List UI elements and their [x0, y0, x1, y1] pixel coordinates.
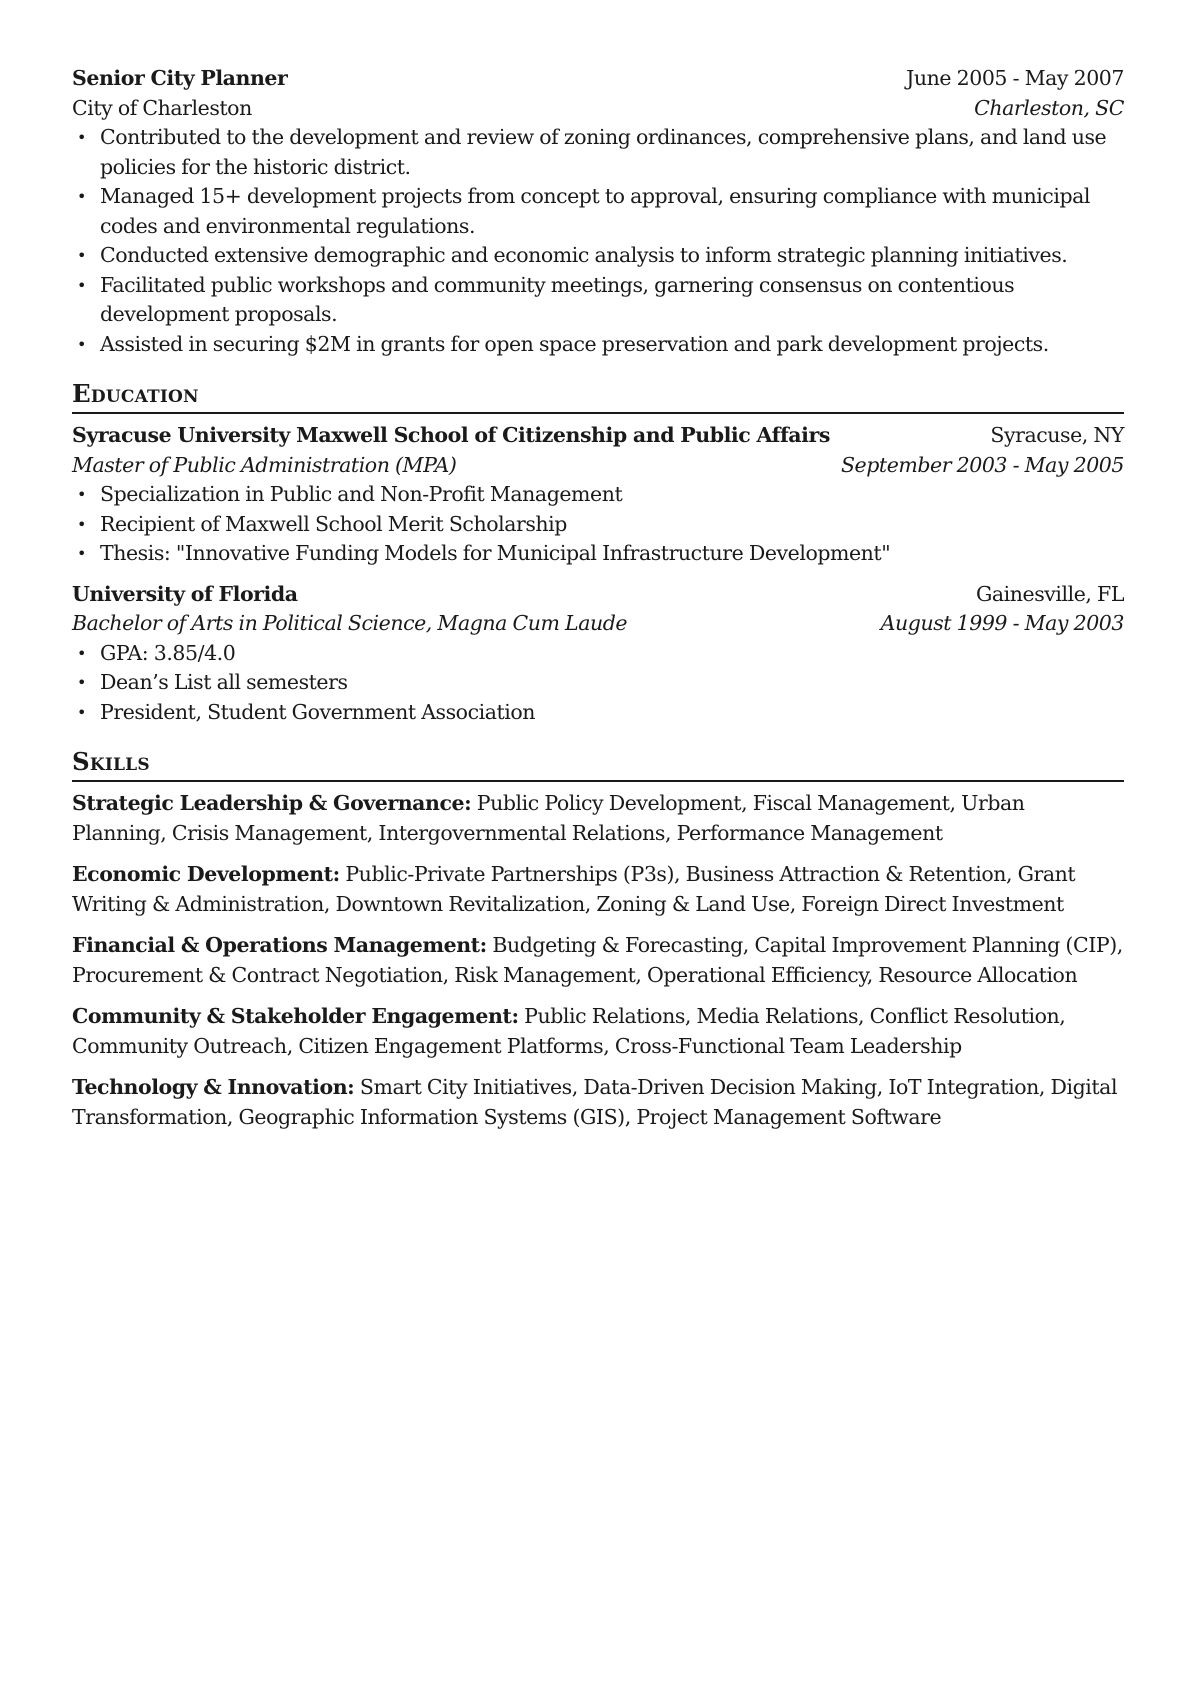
skill-category: [72, 789, 1124, 848]
education-bullet: • Dean’s List all semesters: [72, 668, 1124, 698]
skill-category-label: Technology & Innovation:: [72, 1075, 355, 1099]
education-bullet: • Thesis: "Innovative Funding Models for Municipal Infrastructure Development": [72, 539, 1124, 569]
job-bullet: • Contributed to the development and review of zoning ordinances, comprehensive plans, and land use policies for the historic district.: [72, 123, 1124, 182]
skill-category: [72, 1002, 1124, 1061]
education-header-row: [72, 580, 1124, 610]
skill-category-label: Strategic Leadership & Governance:: [72, 791, 472, 815]
job-title: Senior City Planner: [72, 66, 288, 90]
education-bullet: • President, Student Government Association: [72, 698, 1124, 728]
experience-entry: [72, 64, 1124, 359]
skill-category: [72, 1073, 1124, 1132]
education-school: University of Florida: [72, 581, 298, 606]
education-dates: September 2003 - May 2005: [840, 452, 1124, 477]
education-bullet: • Specialization in Public and Non-Profit Management: [72, 480, 1124, 510]
skill-category-items: Smart City Initiatives, Data-Driven Decision Making, IoT Integration, Digital Transformation, Geographic Information Systems (GIS), Project Management Software: [72, 1075, 1118, 1129]
education-heading: Education: [72, 379, 1124, 414]
job-subheader-row: [72, 94, 1124, 124]
education-header-row: [72, 421, 1124, 451]
job-bullet: • Assisted in securing $2M in grants for open space preservation and park development projects.: [72, 330, 1124, 360]
education-degree: Master of Public Administration (MPA): [72, 452, 457, 477]
skill-category-items: Budgeting & Forecasting, Capital Improvement Planning (CIP), Procurement & Contract Negotiation, Risk Management, Operational Efficiency, Resource Allocation: [72, 933, 1123, 987]
job-bullet: • Facilitated public workshops and community meetings, garnering consensus on contentious development proposals.: [72, 271, 1124, 330]
education-subheader-row: [72, 609, 1124, 639]
skill-category-label: Community & Stakeholder Engagement:: [72, 1004, 519, 1028]
education-school: Syracuse University Maxwell School of Citizenship and Public Affairs: [72, 423, 830, 447]
skill-category-items: Public Policy Development, Fiscal Management, Urban Planning, Crisis Management, Intergovernmental Relations, Performance Management: [72, 791, 1025, 845]
education-degree: Bachelor of Arts in Political Science, Magna Cum Laude: [72, 611, 628, 635]
job-bullet: • Conducted extensive demographic and economic analysis to inform strategic planning initiatives.: [72, 241, 1124, 271]
education-bullet-list: [72, 639, 1124, 728]
resume-page: [72, 64, 1124, 1144]
skill-category-label: Financial & Operations Management:: [72, 933, 487, 957]
skill-category: [72, 931, 1124, 990]
education-dates: August 1999 - May 2003: [880, 611, 1124, 635]
education-bullet-list: [72, 480, 1124, 569]
skill-category: [72, 860, 1124, 919]
job-header-row: [72, 64, 1124, 94]
education-subheader-row: [72, 451, 1124, 481]
education-entry: [72, 580, 1124, 728]
skills-heading: Skills: [72, 747, 1124, 782]
skill-category-label: Economic Development:: [72, 862, 340, 886]
skill-category-items: Public-Private Partnerships (P3s), Business Attraction & Retention, Grant Writing & Administration, Downtown Revitalization, Zoning & Land Use, Foreign Direct Investment: [72, 862, 1076, 916]
education-location: Gainesville, FL: [975, 581, 1124, 606]
job-bullet-list: [72, 123, 1124, 359]
job-location: Charleston, SC: [974, 95, 1124, 120]
education-bullet: • GPA: 3.85/4.0: [72, 639, 1124, 669]
skill-category-items: Public Relations, Media Relations, Conflict Resolution, Community Outreach, Citizen Engagement Platforms, Cross-Functional Team Leadership: [72, 1004, 1066, 1058]
job-dates: June 2005 - May 2007: [906, 66, 1124, 90]
education-entry: [72, 421, 1124, 569]
job-organization: City of Charleston: [72, 95, 252, 120]
education-location: Syracuse, NY: [990, 423, 1124, 447]
job-bullet: • Managed 15+ development projects from concept to approval, ensuring compliance with municipal codes and environmental regulations.: [72, 182, 1124, 241]
education-bullet: • Recipient of Maxwell School Merit Scholarship: [72, 510, 1124, 540]
